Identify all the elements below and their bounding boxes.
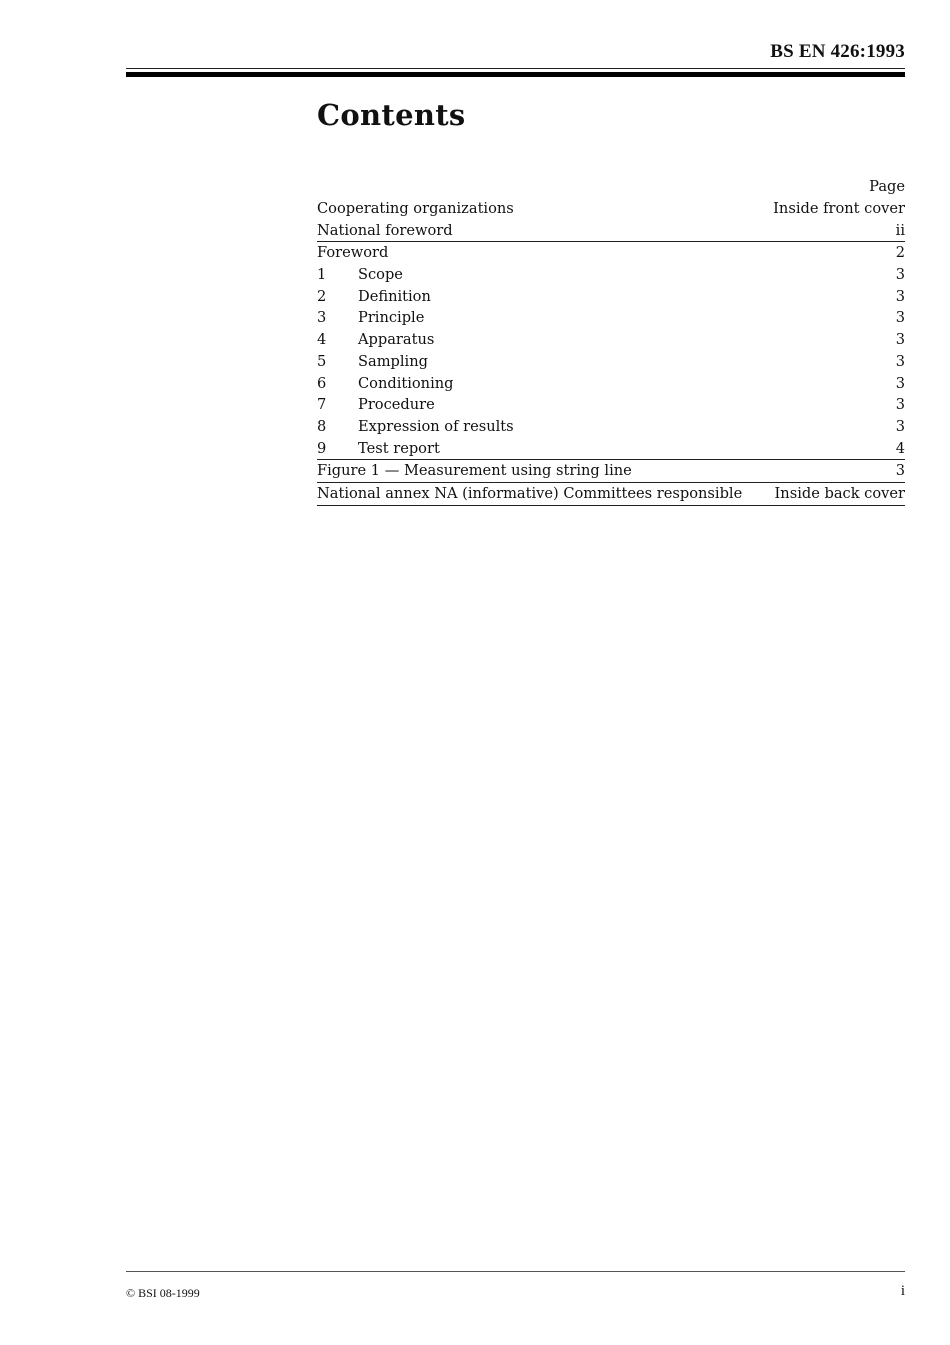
toc-entry-number: 1: [317, 266, 327, 284]
toc-entry-number: 6: [317, 374, 327, 392]
toc-entry-page: 3: [895, 309, 905, 327]
toc-entry-label: Principle: [358, 309, 425, 327]
toc-entry[interactable]: [317, 416, 905, 438]
toc-entry-title: [317, 242, 388, 264]
toc-entry-label: Sampling: [358, 352, 428, 370]
toc-entry-number: 4: [317, 331, 327, 349]
toc-entry-title: [317, 460, 632, 482]
toc-entry-title: [317, 220, 453, 242]
toc-entry[interactable]: [317, 307, 905, 329]
toc-entry-title: [317, 329, 434, 351]
toc-entry-label: Procedure: [358, 396, 435, 414]
toc-entry-page: 2: [895, 244, 905, 262]
toc-entry-page: 3: [895, 352, 905, 370]
toc-entry[interactable]: [317, 460, 905, 483]
toc-entry-page: 3: [895, 266, 905, 284]
toc-entry-title: [317, 373, 454, 395]
toc-entry-label: Apparatus: [358, 331, 435, 349]
toc-entry-number: 5: [317, 352, 327, 370]
toc-entry-title: [317, 264, 403, 286]
toc-entry-title: [317, 198, 514, 220]
toc-entry-title: [317, 351, 428, 373]
toc-entry-label: Expression of results: [358, 417, 514, 435]
toc-entry-page: 3: [895, 462, 905, 480]
toc-entry-title: [317, 286, 431, 308]
toc-entry-title: [317, 483, 742, 505]
toc-entry-title: [317, 394, 435, 416]
toc-entry-page: 3: [895, 417, 905, 435]
toc-entry-page: 3: [895, 331, 905, 349]
toc-entry-label: Figure 1 — Measurement using string line: [317, 462, 632, 480]
toc-entry-page: Inside front cover: [773, 200, 905, 217]
toc-entry[interactable]: [317, 198, 905, 220]
toc-entry-label: Definition: [358, 287, 431, 305]
toc-entry-page: Inside back cover: [774, 484, 905, 502]
toc-entry-page: 3: [895, 396, 905, 414]
toc-entry-number: 3: [317, 309, 327, 327]
toc-entry[interactable]: [317, 264, 905, 286]
toc-entry-label: Test report: [358, 439, 440, 457]
toc-entry-label: Foreword: [317, 244, 389, 262]
toc-entry[interactable]: [317, 242, 905, 264]
toc-entry[interactable]: [317, 394, 905, 416]
page-number: i: [900, 1283, 905, 1299]
toc-entry-page: 4: [895, 439, 905, 457]
toc-entry-page: ii: [895, 221, 905, 239]
toc-entry-label: Scope: [358, 266, 403, 284]
header-rule-thin: [126, 68, 905, 69]
footer-rule: [126, 1271, 905, 1272]
toc-entry[interactable]: [317, 329, 905, 351]
toc-entry-page: 3: [895, 287, 905, 305]
header-rule-thick: [126, 72, 905, 77]
toc-entry[interactable]: [317, 351, 905, 373]
toc-entry-page: 3: [895, 374, 905, 392]
toc-entry-label: Cooperating organizations: [317, 200, 514, 217]
toc-entry-label: National foreword: [317, 221, 453, 239]
toc-entries: [317, 198, 905, 506]
document-code: BS EN 426:1993: [770, 41, 905, 62]
toc-entry-number: 7: [317, 396, 327, 414]
toc-entry-label: Conditioning: [358, 374, 454, 392]
toc-entry-label: National annex NA (informative) Committees responsible: [317, 484, 743, 502]
toc-entry[interactable]: [317, 373, 905, 395]
toc-entry-title: [317, 416, 514, 438]
toc-entry[interactable]: [317, 286, 905, 308]
toc-entry[interactable]: [317, 483, 905, 506]
toc-page-column-header: Page: [869, 178, 905, 195]
toc-entry-number: 9: [317, 439, 327, 457]
toc-entry-title: [317, 307, 424, 329]
toc-entry-number: 8: [317, 417, 327, 435]
table-of-contents: [317, 176, 905, 506]
toc-entry[interactable]: [317, 220, 905, 243]
page-title: Contents: [317, 98, 466, 132]
toc-entry-number: 2: [317, 287, 327, 305]
toc-entry[interactable]: [317, 438, 905, 461]
copyright-notice: © BSI 08-1999: [126, 1286, 200, 1300]
toc-entry-title: [317, 438, 440, 460]
